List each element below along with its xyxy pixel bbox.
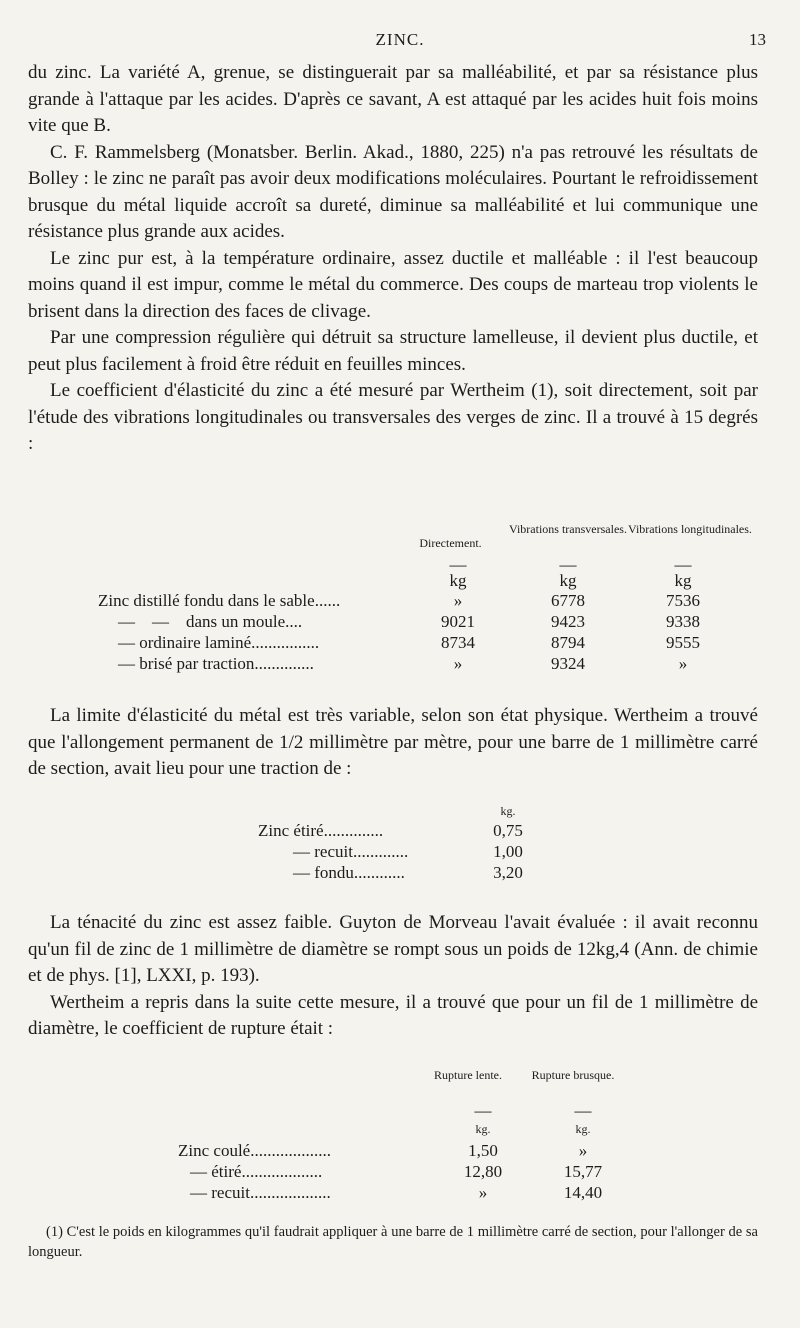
dash: — xyxy=(574,1101,592,1120)
unit-row xyxy=(28,1122,758,1140)
cell: 7536 xyxy=(666,591,700,610)
unit-row xyxy=(28,570,758,590)
table-row xyxy=(28,611,758,632)
cell: » xyxy=(678,654,688,673)
body-text-top xyxy=(28,60,758,458)
table-row xyxy=(28,1140,758,1161)
body-text-middle xyxy=(28,703,758,783)
cell: » xyxy=(578,1141,588,1160)
table-row xyxy=(28,1182,758,1203)
paragraph-4: Par une compression régulière qui détruit sa structure lamelleuse, il devient plus ductile, et peut plus facilement à froid être réduit en feuilles minces. xyxy=(28,327,758,375)
dash: — xyxy=(449,555,467,574)
row-label: Zinc étiré.............. xyxy=(258,821,384,840)
unit: kg xyxy=(674,571,692,590)
row-label: Zinc distillé fondu dans le sable...... xyxy=(98,591,341,610)
cell: 9338 xyxy=(666,612,700,631)
dash-row xyxy=(28,1100,758,1120)
dash-row xyxy=(28,554,758,574)
cell: 0,75 xyxy=(493,821,523,840)
dash: — xyxy=(674,555,692,574)
table-row xyxy=(28,632,758,653)
col-header: Directement. xyxy=(419,536,482,550)
table-row xyxy=(28,653,758,674)
table-row xyxy=(28,841,758,862)
dash: — xyxy=(474,1101,492,1120)
cell: 9555 xyxy=(666,633,700,652)
col-header: Vibrations transversales. xyxy=(509,522,627,536)
unit: kg. xyxy=(475,1122,491,1136)
cell: 12,80 xyxy=(463,1162,503,1181)
row-label: Zinc coulé................... xyxy=(178,1141,331,1160)
cell: 3,20 xyxy=(493,863,523,882)
cell: 8734 xyxy=(441,633,475,652)
cell: 9423 xyxy=(551,612,585,631)
table-row xyxy=(28,820,758,841)
unit: kg xyxy=(449,571,467,590)
cell: 9324 xyxy=(551,654,585,673)
cell: 6778 xyxy=(551,591,585,610)
cell: 14,40 xyxy=(563,1183,603,1202)
row-label: — — dans un moule.... xyxy=(118,612,303,631)
paragraph-7: La ténacité du zinc est assez faible. Guyton de Morveau l'avait évaluée : il avait reconnu qu'un fil de zinc de 1 millimètre de diamètre se rompt sous un poids de 12kg,4 (Ann. de chimie et de phys. [1], LXXI, p. 193). xyxy=(28,912,758,986)
col-header: Rupture brusque. xyxy=(531,1068,615,1082)
paragraph-1: du zinc. La variété A, grenue, se distinguerait par sa malléabilité, et par sa résistance plus grande à l'attaque par les acides. D'après ce savant, A est attaqué par les acides huit fois moins vite que B. xyxy=(28,62,758,136)
cell: » xyxy=(478,1183,488,1202)
cell: 9021 xyxy=(441,612,475,631)
unit: kg. xyxy=(500,804,516,818)
page-number: 13 xyxy=(749,30,766,49)
rupture-table xyxy=(28,1068,758,1203)
cell: 1,00 xyxy=(493,842,523,861)
paragraph-2: C. F. Rammelsberg (Monatsber. Berlin. Akad., 1880, 225) n'a pas retrouvé les résultats de Bolley : le zinc ne paraît pas avoir deux modifications moléculaires. Pourtant le refroidissement brusque du métal liquide accroît sa dureté, diminue sa malléabilité et lui communique une résistance plus grande aux acides. xyxy=(28,141,758,242)
unit: kg. xyxy=(575,1122,591,1136)
table-row xyxy=(28,862,758,883)
paragraph-8: Wertheim a repris dans la suite cette mesure, il a trouvé que pour un fil de 1 millimètre de diamètre, le coefficient de rupture était : xyxy=(28,991,758,1039)
row-label: — brisé par traction.............. xyxy=(118,654,314,673)
table-row xyxy=(28,1161,758,1182)
row-label: — recuit............. xyxy=(293,842,409,861)
col-header: Rupture lente. xyxy=(434,1068,502,1082)
table-row xyxy=(28,590,758,611)
cell: 8794 xyxy=(551,633,585,652)
running-title: ZINC. xyxy=(375,30,425,49)
row-label: — fondu............ xyxy=(293,863,405,882)
paragraph-3: Le zinc pur est, à la température ordinaire, assez ductile et malléable : il l'est beaucoup moins quand il est impur, comme le métal du commerce. Des coups de marteau trop violents le brisent dans la direction des faces de clivage. xyxy=(28,247,758,322)
footnote: (1) C'est le poids en kilogrammes qu'il faudrait appliquer à une barre de 1 millimètre carré de section, pour l'allonger de sa longueur. xyxy=(28,1224,758,1260)
table-header-row xyxy=(28,522,758,550)
traction-table xyxy=(28,804,758,883)
unit: kg xyxy=(559,571,577,590)
dash: — xyxy=(559,555,577,574)
cell: » xyxy=(453,591,463,610)
cell: » xyxy=(453,654,463,673)
row-label: — ordinaire laminé................ xyxy=(118,633,320,652)
table-header-row xyxy=(28,1068,758,1098)
row-label: — étiré................... xyxy=(190,1162,323,1181)
col-header: Vibrations longitudinales. xyxy=(628,522,752,536)
row-label: — recuit................... xyxy=(190,1183,331,1202)
unit-row xyxy=(28,804,758,820)
paragraph-6: La limite d'élasticité du métal est très variable, selon son état physique. Wertheim a trouvé que l'allongement permanent de 1/2 millimètre par mètre, pour une barre de 1 millimètre carré de section, avait lieu pour une traction de : xyxy=(28,705,758,779)
elasticity-table xyxy=(28,522,758,674)
body-text-lower xyxy=(28,910,758,1043)
cell: 15,77 xyxy=(563,1162,603,1181)
running-header xyxy=(0,30,800,54)
paragraph-5: Le coefficient d'élasticité du zinc a été mesuré par Wertheim (1), soit directement, soit par l'étude des vibrations longitudinales ou transversales des verges de zinc. Il a trouvé à 15 degrés : xyxy=(28,380,758,454)
cell: 1,50 xyxy=(468,1141,498,1160)
